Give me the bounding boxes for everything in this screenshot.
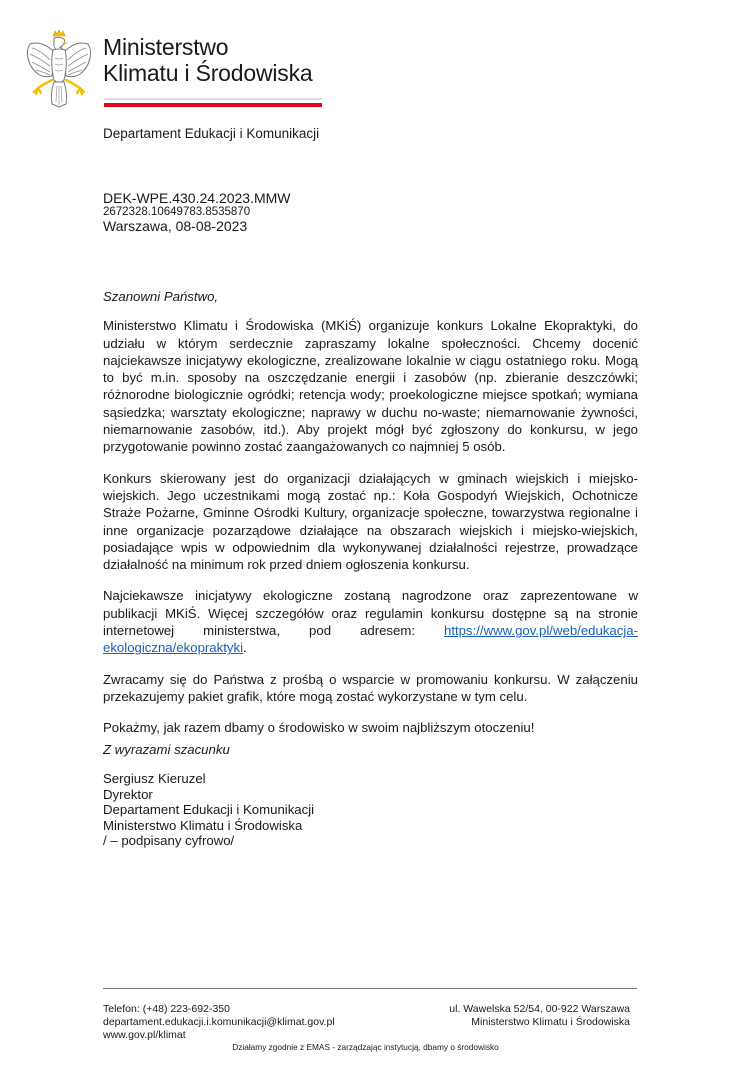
paragraph-closing-call: Pokażmy, jak razem dbamy o środowisko w swoim najbliższym otoczeniu! [103,720,535,736]
signer-name: Sergiusz Kieruzel [103,771,206,786]
reference-block [103,191,291,234]
paragraph-info [103,587,638,656]
footer-email: departament.edukacji.i.komunikacji@klimat.gov.pl [103,1016,335,1028]
ministry-name-line1: Ministerstwo [103,34,229,60]
footer-contact [103,1003,335,1042]
paragraph-request: Zwracamy się do Państwa z prośbą o wsparcie w promowaniu konkursu. W załączeniu przekazujemy pakiet grafik, które mogą zostać wykorzystane w tym celu. [103,671,638,704]
header-red-rule [104,103,322,107]
footer-website: www.gov.pl/klimat [103,1029,186,1041]
footer-institution: Ministerstwo Klimatu i Środowiska [471,1016,630,1028]
digital-signature-note: / – podpisany cyfrowo/ [103,833,235,848]
place-date: Warszawa, 08-08-2023 [103,218,248,234]
footer-address [449,1003,630,1029]
signer-department: Departament Edukacji i Komunikacji [103,802,315,817]
paragraph-intro: Ministerstwo Klimatu i Środowiska (MKiŚ) organizuje konkurs Lokalne Ekopraktyki, do udziału w którym serdecznie zapraszamy lokalne społeczności. Chcemy docenić najciekawsze inicjatywy ekologiczne, zrealizowane lokalnie w ciągu ostatniego roku. Mogą to być m.in. sposoby na oszczędzanie energii i zasobów (np. zbieranie deszczówki; różnorodne biologicznie ogródki; retencja wody; proekologiczne miejsce spotkań; wymiana sąsiedzka; warsztaty ekologiczne; naprawy w duchu no-waste; niemarnowanie żywności, niemarnowanie zasobów, itd.). Aby projekt mógł być zgłoszony do konkursu, w jego przygotowanie powinno zostać zaangażowanych co najmniej 5 osób. [103,318,638,455]
case-sign: DEK-WPE.430.24.2023.MMW [103,190,291,206]
ekopraktyki-link[interactable]: https://www.gov.pl/web/edukacja-ekologiczna/ekopraktyki [103,623,638,656]
footer-street: ul. Wawelska 52/54, 00-922 Warszawa [449,1003,630,1015]
closing-phrase: Z wyrazami szacunku [103,742,230,757]
salutation: Szanowni Państwo, [103,289,219,304]
info-text: Najciekawsze inicjatywy ekologiczne zostaną nagrodzone oraz zaprezentowane w publikacji MKiŚ. Więcej szczegółów oraz regulamin konkursu dostępne są na stronie internetowej ministerstwa, pod adresem: [103,588,638,639]
signature-block [103,771,314,849]
signer-ministry: Ministerstwo Klimatu i Środowiska [103,817,303,833]
header-gray-rule [104,98,322,100]
info-text-end: . [243,640,247,656]
document-number: 2672328.10649783.8535870 [103,206,251,218]
letter-body [103,288,638,751]
footer-phone: Telefon: (+48) 223-692-350 [103,1003,230,1015]
signer-title: Dyrektor [103,786,153,802]
ministry-name-line2: Klimatu i Środowiska [103,60,313,86]
ministry-logo-text [103,34,312,86]
department-name: Departament Edukacji i Komunikacji [103,126,320,141]
polish-eagle-emblem-icon [24,30,94,108]
footer-rule [103,988,637,989]
emas-note: Działamy zgodnie z EMAS - zarządzając instytucją, dbamy o środowisko [232,1042,499,1052]
paragraph-eligibility: Konkurs skierowany jest do organizacji działających w gminach wiejskich i miejsko-wiejskich. Jego uczestnikami mogą zostać np.: Koła Gospodyń Wiejskich, Ochotnicze Straże Pożarne, Gminne Ośrodki Kultury, organizacje społeczne, towarzystwa regionalne i inne organizacje pozarządowe działające na obszarach wiejskich i miejsko-wiejskich, posiadające wpis w odpowiednim dla wykonywanej działalności rejestrze, prowadzące działalność na minimum rok przed dniem ogłoszenia konkursu. [103,470,638,573]
